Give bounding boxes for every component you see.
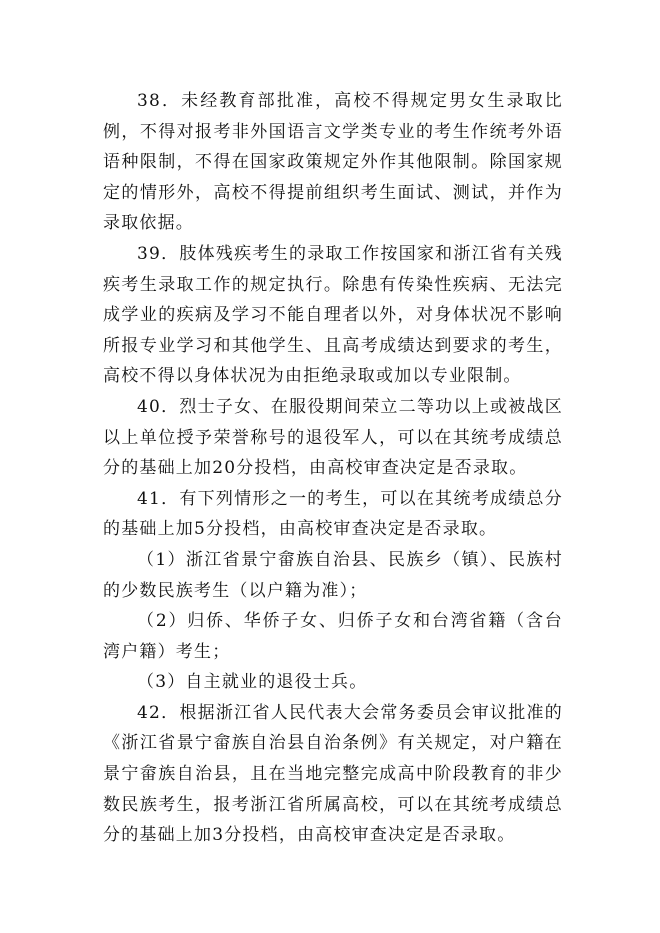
paragraph-41: 41．有下列情形之一的考生，可以在其统考成绩总分的基础上加5分投档，由高校审查决定是否录取。	[103, 488, 563, 540]
paragraph-39: 39．肢体残疾考生的录取工作按国家和浙江省有关残疾考生录取工作的规定执行。除患有传染性疾病、无法完成学业的疾病及学习不能自理者以外，对身体状况不影响所报专业学习和其他学生、且高考成绩达到要求的考生，高校不得以身体状况为由拒绝录取或加以专业限制。	[103, 243, 563, 387]
paragraph-41-item-3: （3）自主就业的退役士兵。	[137, 672, 368, 693]
paragraph-42: 42．根据浙江省人民代表大会常务委员会审议批准的《浙江省景宁畲族自治县自治条例》有关规定，对户籍在景宁畲族自治县，且在当地完整完成高中阶段教育的非少数民族考生，报考浙江省所属高校，可以在其统考成绩总分的基础上加3分投档，由高校审查决定是否录取。	[103, 702, 563, 846]
paragraph-41-item-1: （1）浙江省景宁畲族自治县、民族乡（镇）、民族村的少数民族考生（以户籍为准）；	[103, 549, 563, 601]
document-body	[103, 86, 563, 851]
paragraph-38: 38．未经教育部批准，高校不得规定男女生录取比例，不得对报考非外国语言文学类专业的考生作统考外语语种限制，不得在国家政策规定外作其他限制。除国家规定的情形外，高校不得提前组织考生面试、测试，并作为录取依据。	[103, 91, 563, 234]
paragraph-40: 40．烈士子女、在服役期间荣立二等功以上或被战区以上单位授予荣誉称号的退役军人，可以在其统考成绩总分的基础上加20分投档，由高校审查决定是否录取。	[103, 396, 563, 479]
paragraph-41-item-2: （2）归侨、华侨子女、归侨子女和台湾省籍（含台湾户籍）考生；	[103, 611, 563, 662]
